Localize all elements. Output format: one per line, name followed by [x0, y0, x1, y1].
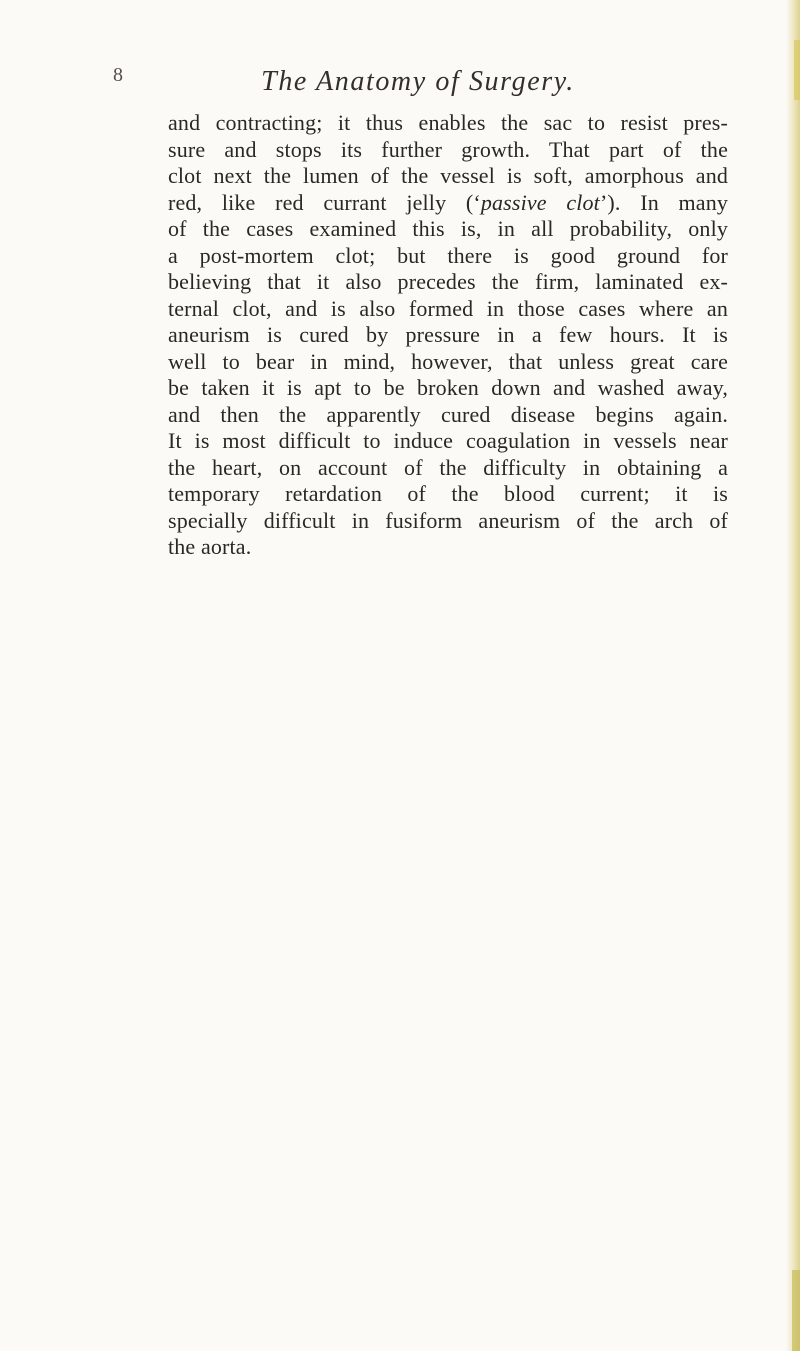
text-line: clot next the lumen of the vessel is soft, amorphous and	[168, 163, 728, 188]
text-line: ternal clot, and is also formed in those cases where an	[168, 295, 728, 321]
text-line: and then the apparently cured disease begins again.	[168, 401, 728, 427]
text-line: and contracting; it thus enables the sac to resist pres-	[168, 110, 728, 135]
text-line: It is most difficult to induce coagulation in vessels near	[168, 428, 728, 453]
text-line: specially difficult in fusiform aneurism of the arch of	[168, 507, 728, 533]
running-head: The Anatomy of Surgery.	[261, 66, 575, 97]
text-line: the heart, on account of the difficulty in obtaining a	[168, 454, 728, 480]
page-edge-stain-bottom	[792, 1270, 800, 1351]
text-line: temporary retardation of the blood current; it is	[168, 481, 728, 506]
text-line: sure and stops its further growth. That part of the	[168, 136, 728, 162]
body-paragraph	[168, 110, 728, 561]
page-number: 8	[113, 64, 123, 86]
text-line: aneurism is cured by pressure in a few hours. It is	[168, 322, 728, 347]
text-line: believing that it also precedes the firm, laminated ex-	[168, 269, 728, 294]
text-line: well to bear in mind, however, that unless great care	[168, 348, 728, 374]
text-line: of the cases examined this is, in all probability, only	[168, 216, 728, 241]
text-line: a post-mortem clot; but there is good ground for	[168, 242, 728, 268]
text-line: red, like red currant jelly (‘passive clot’). In many	[168, 189, 729, 215]
italic-term: passive clot	[480, 189, 600, 215]
text-line: be taken it is apt to be broken down and washed away,	[168, 375, 728, 400]
page-edge-shading	[786, 0, 800, 1351]
text-line: the aorta.	[168, 534, 252, 559]
